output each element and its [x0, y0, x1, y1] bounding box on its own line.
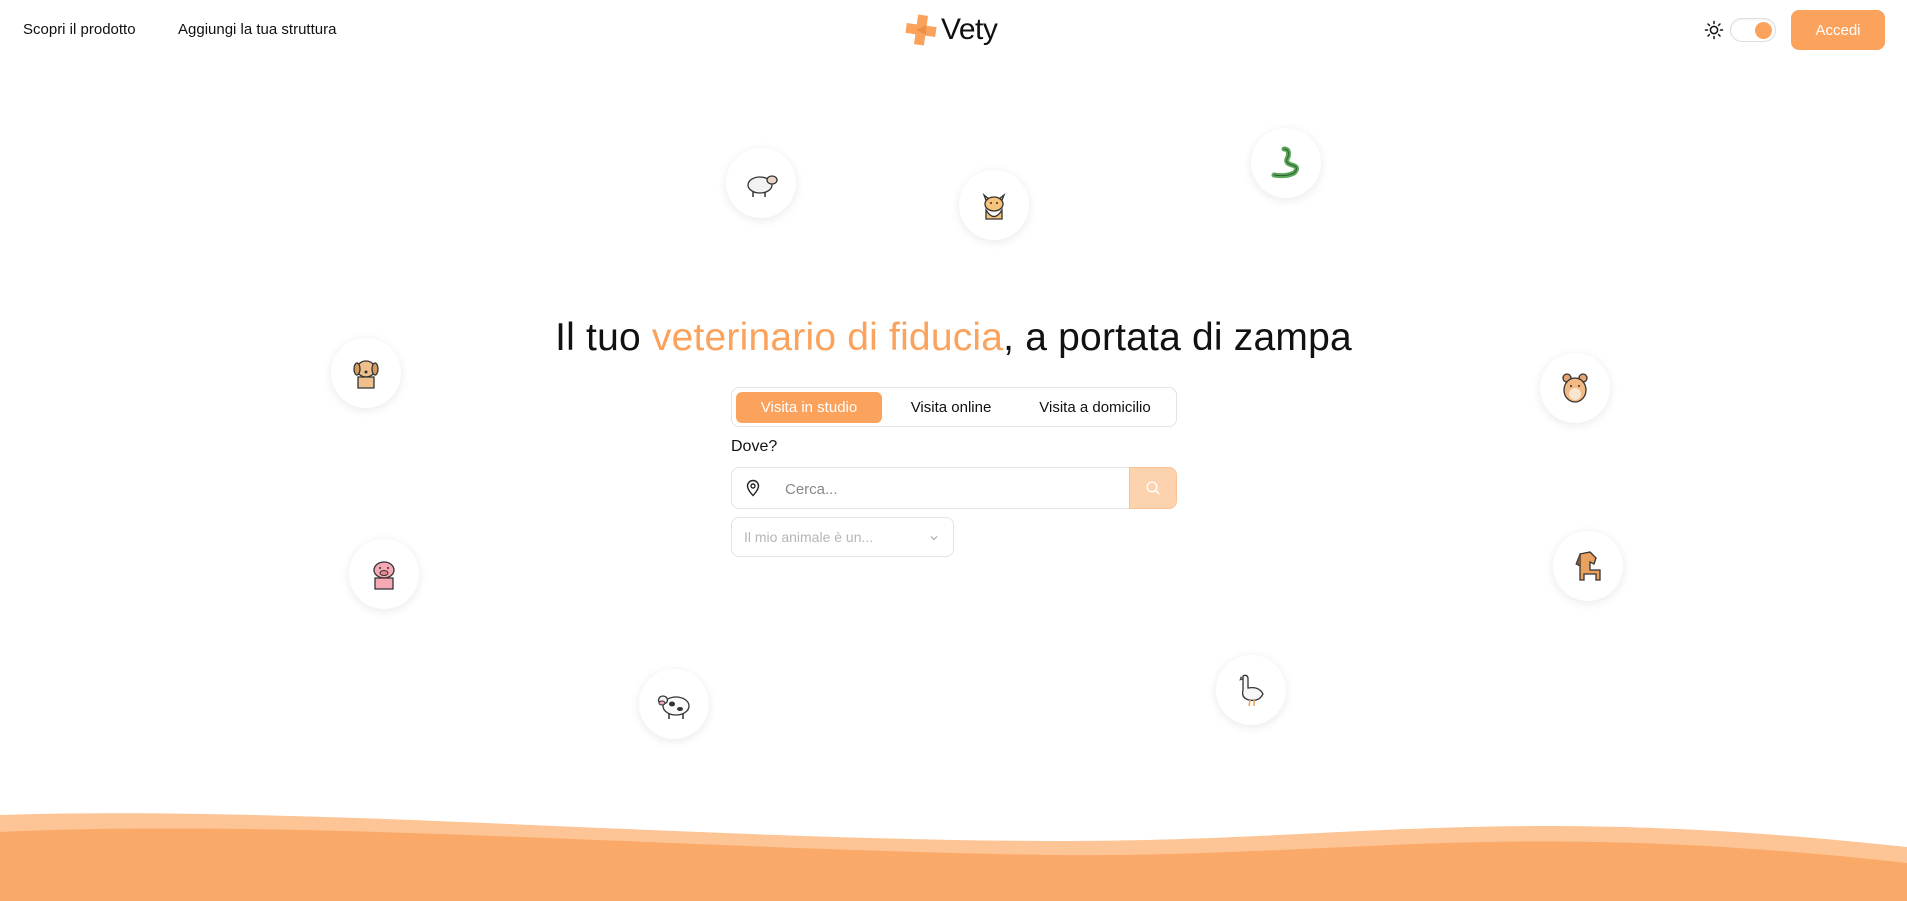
nav-link-discover-product[interactable]: Scopri il prodotto	[23, 21, 136, 38]
chevron-down-icon	[929, 533, 939, 543]
sheep-icon	[726, 148, 796, 218]
nav-link-add-structure[interactable]: Aggiungi la tua struttura	[178, 21, 337, 38]
tab-visit-at-home[interactable]: Visita a domicilio	[1039, 399, 1151, 416]
bottom-wave-decoration	[0, 800, 1907, 901]
search-icon	[1145, 480, 1161, 496]
snake-icon	[1251, 128, 1321, 198]
logo-text: Vety	[941, 13, 998, 46]
animal-select-placeholder: Il mio animale è un...	[744, 529, 874, 545]
horse-icon	[1553, 531, 1623, 601]
top-navbar	[0, 0, 1907, 60]
headline-suffix: , a portata di zampa	[1003, 316, 1352, 359]
headline-accent: veterinario di fiducia	[651, 316, 1004, 359]
cat-icon	[959, 170, 1029, 240]
vety-cross-icon	[903, 12, 939, 48]
headline-prefix: Il tuo	[555, 316, 652, 359]
login-button[interactable]: Accedi	[1791, 10, 1885, 50]
pig-icon	[349, 539, 419, 609]
theme-toggle[interactable]	[1730, 18, 1776, 42]
animal-type-select[interactable]	[731, 517, 954, 557]
tab-visit-online[interactable]: Visita online	[910, 399, 992, 416]
map-pin-icon	[744, 479, 762, 497]
location-search-box	[731, 467, 1177, 509]
cow-icon	[639, 669, 709, 739]
toggle-knob	[1755, 22, 1772, 39]
hamster-icon	[1540, 353, 1610, 423]
tab-visit-in-studio[interactable]: Visita in studio	[736, 392, 882, 423]
visit-type-tabs	[731, 387, 1177, 427]
sun-icon[interactable]	[1704, 20, 1724, 40]
location-search-input[interactable]	[783, 477, 1117, 501]
where-label: Dove?	[731, 438, 778, 455]
goose-icon	[1216, 655, 1286, 725]
hero-headline	[0, 316, 1907, 360]
logo[interactable]	[903, 10, 997, 50]
search-button[interactable]	[1129, 467, 1177, 509]
